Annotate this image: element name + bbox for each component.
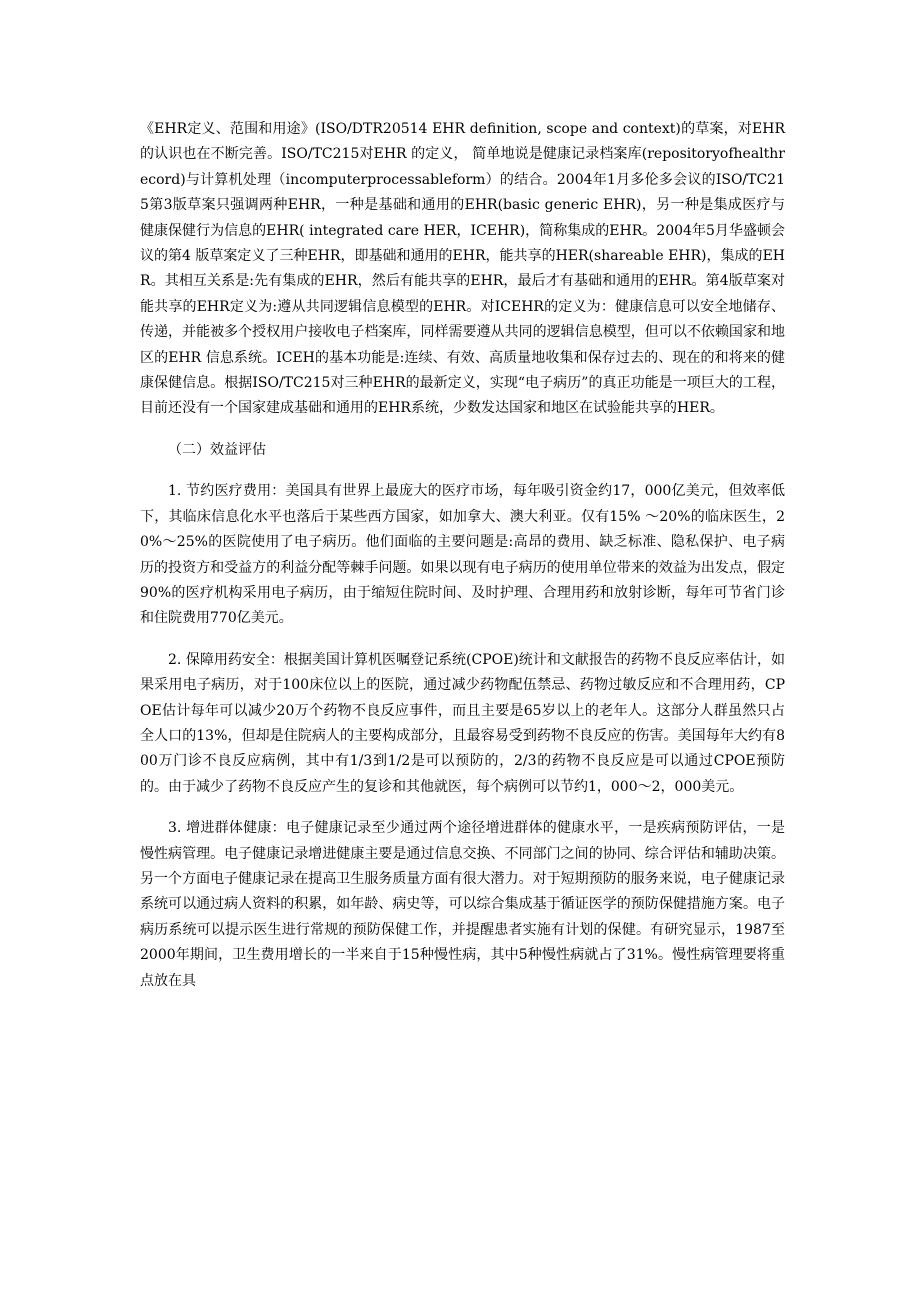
document-page <box>140 117 785 994</box>
spacer <box>140 632 785 648</box>
spacer <box>140 800 785 816</box>
section-heading-benefit-evaluation: （二）效益评估 <box>168 441 266 458</box>
paragraph-population-health: 3. 增进群体健康：电子健康记录至少通过两个途径增进群体的健康水平，一是疾病预防评估，一是慢性病管理。电子健康记录增进健康主要是通过信息交换、不同部门之间的协同、综合评估和辅助决策。另一个方面电子健康记录在提高卫生服务质量方面有很大潜力。对于短期预防的服务来说，电子健康记录系统可以通过病人资料的积累，如年龄、病史等，可以综合集成基于循证医学的预防保健措施方案。电子病历系统可以提示医生进行常规的预防保健工作，并提醒患者实施有计划的保健。有研究显示，1987至2000年期间，卫生费用增长的一半来自于15种慢性病，其中5种慢性病就占了31%。慢性病管理要将重点放在具 <box>140 820 785 989</box>
paragraph-save-medical-costs: 1. 节约医疗费用：美国具有世界上最庞大的医疗市场，每年吸引资金约17，000亿美元，但效率低下，其临床信息化水平也落后于某些西方国家，如加拿大、澳大利亚。仅有15% ～20%的临床医生，20%～25%的医院使用了电子病历。他们面临的主要问题是:高昂的费用、缺乏标准、隐私保护、电子病历的投资方和受益方的利益分配等棘手问题。如果以现有电子病历的使用单位带来的效益为出发点，假定90%的医疗机构采用电子病历，由于缩短住院时间、及时护理、合理用药和放射诊断，每年可节省门诊和住院费用770亿美元。 <box>140 483 785 627</box>
spacer <box>140 422 785 438</box>
paragraph-ehr-definition: 《EHR定义、范围和用途》(ISO/DTR20514 EHR definition, scope and context)的草案，对EHR的认识也在不断完善。ISO/TC215对EHR 的定义， 简单地说是健康记录档案库(repositoryofhealthrecord)与计算机处理（incomputerprocessableform）的结合。2004年1月多伦多会议的ISO/TC215第3版草案只强调两种EHR，一种是基础和通用的EHR(basic generic EHR)，另一种是集成医疗与健康保健行为信息的EHR( integrated care HER，ICEHR)，简称集成的EHR。2004年5月华盛顿会议的第4 版草案定义了三种EHR，即基础和通用的EHR，能共享的HER(shareable EHR)，集成的EHR。其相互关系是:先有集成的EHR，然后有能共享的EHR，最后才有基础和通用的EHR。第4版草案对能共享的EHR定义为:遵从共同逻辑信息模型的EHR。对ICEHR的定义为：健康信息可以安全地储存、传递，并能被多个授权用户接收电子档案库，同样需要遵从共同的逻辑信息模型，但可以不依赖国家和地区的EHR 信息系统。ICEH的基本功能是:连续、有效、高质量地收集和保存过去的、现在的和将来的健康保健信息。根据ISO/TC215对三种EHR的最新定义，实现“电子病历”的真正功能是一项巨大的工程，目前还没有一个国家建成基础和通用的EHR系统，少数发达国家和地区在试验能共享的HER。 <box>140 121 785 417</box>
spacer <box>140 463 785 479</box>
paragraph-drug-safety: 2. 保障用药安全：根据美国计算机医嘱登记系统(CPOE)统计和文献报告的药物不良反应率估计，如果采用电子病历，对于100床位以上的医院，通过减少药物配伍禁忌、药物过敏反应和不合理用药，CPOE估计每年可以减少20万个药物不良反应事件，而且主要是65岁以上的老年人。这部分人群虽然只占全人口的13%，但却是住院病人的主要构成部分，且最容易受到药物不良反应的伤害。美国每年大约有800万门诊不良反应病例，其中有1/3到1/2是可以预防的，2/3的药物不良反应是可以通过CPOE预防的。由于减少了药物不良反应产生的复诊和其他就医，每个病例可以节约1，000～2，000美元。 <box>140 651 785 795</box>
